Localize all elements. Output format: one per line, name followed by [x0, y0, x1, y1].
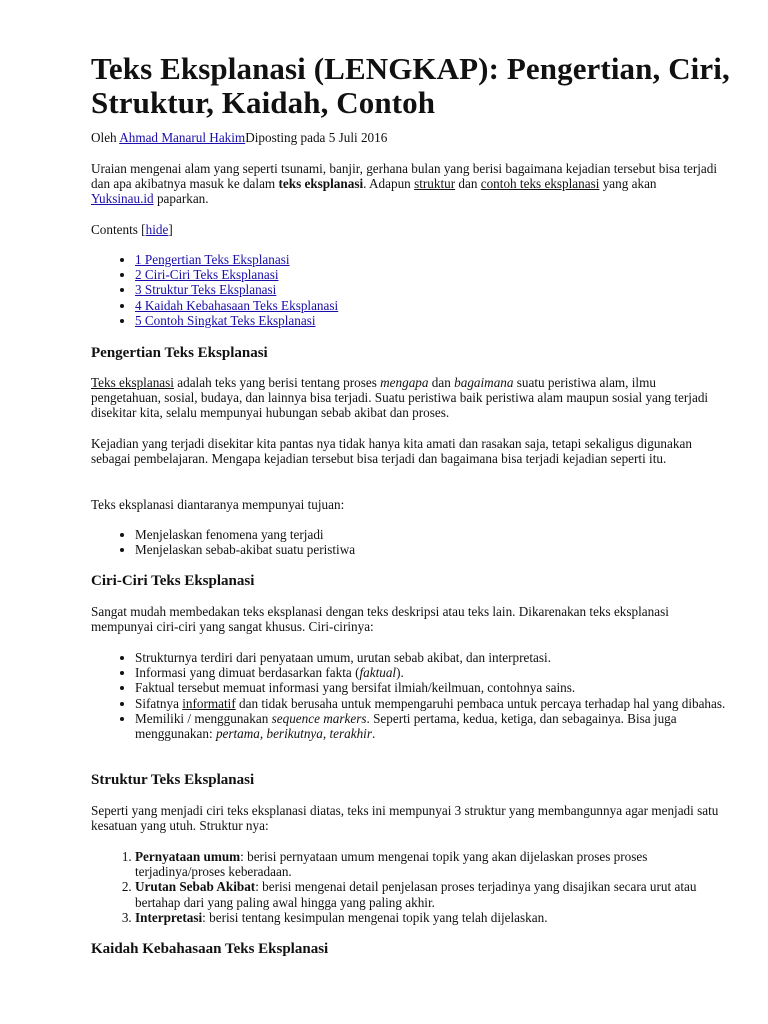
ciri-item-2 [135, 665, 735, 680]
contents-close-bracket: ] [168, 222, 173, 237]
pengertian-italic-2: bagaimana [454, 375, 514, 390]
ciri-item-1: • Strukturnya terdiri dari penyataan umum, urutan sebab akibat, dan interpretasi. [135, 650, 735, 665]
author-link[interactable]: Ahmad Manarul Hakim [119, 130, 246, 145]
title-line-1: Teks Eksplanasi (LENGKAP): Pengertian, Ciri, [91, 51, 730, 86]
toc-link-3[interactable]: 3 Struktur Teks Eksplanasi [135, 282, 277, 298]
article-title [91, 52, 731, 120]
ciri-2-text-1: Informasi yang dimuat berdasarkan fakta ( [135, 665, 360, 681]
goal-item-2: • Menjelaskan sebab-akibat suatu peristiwa [135, 542, 735, 557]
struktur-item-1-term: Pernyataan umum [135, 849, 241, 864]
pengertian-paragraph-3: Teks eksplanasi diantaranya mempunyai tujuan: [91, 497, 345, 512]
struktur-item-3-term: Interpretasi [135, 909, 203, 925]
struktur-list [91, 849, 735, 925]
ciri-item-4 [135, 696, 735, 711]
section-heading-kaidah: Kaidah Kebahasaan Teks Eksplanasi [91, 941, 329, 957]
intro-bold-term: teks eksplanasi [278, 176, 364, 192]
struktur-item-2 [135, 879, 735, 909]
posted-date: Diposting pada 5 Juli 2016 [245, 130, 388, 145]
intro-text-5: paparkan. [153, 191, 209, 207]
pengertian-paragraph-2: Kejadian yang terjadi disekitar kita pantas nya tidak hanya kita amati dan rasakan saja, tetapi sekaligus digunakan sebagai pembelajaran. Mengapa kejadian tersebut bisa terjadi dan bagaimana bisa terjadi kejadian seperti itu. [91, 436, 692, 467]
contoh-link[interactable]: contoh teks eksplanasi [480, 176, 600, 192]
struktur-item-2-desc: : berisi mengenai detail penjelasan proses terjadinya yang disajikan secara urut atau bertahap dari yang paling awal hingga yang paling akhir. [135, 879, 697, 910]
ciri-5-italic-1: sequence markers [271, 710, 367, 726]
toc-link-2[interactable]: 2 Ciri-Ciri Teks Eksplanasi [135, 267, 279, 283]
ciri-4-underline: informatif [182, 695, 236, 711]
ciri-4-text-1: Sifatnya [135, 695, 183, 711]
struktur-link[interactable]: struktur [414, 176, 456, 192]
intro-text-3: dan [455, 176, 481, 192]
ciri-5-text-3: . [371, 726, 376, 742]
toc-item [135, 313, 735, 328]
pengertian-text-2: dan [428, 375, 455, 390]
toc-item [135, 282, 735, 297]
goal-item-1: • Menjelaskan fenomena yang terjadi [135, 527, 735, 542]
contents-label [91, 222, 721, 237]
pengertian-italic-1: mengapa [380, 375, 429, 390]
struktur-item-1-desc: : berisi pernyataan umum mengenai topik yang akan dijelaskan proses proses terjadinya/proses keberadaan. [135, 849, 648, 880]
contents-text: Contents [ [91, 222, 146, 237]
intro-paragraph [91, 161, 721, 207]
struktur-item-3-desc: : berisi tentang kesimpulan mengenai topik yang telah dijelaskan. [202, 909, 548, 925]
title-line-2: Struktur, Kaidah, Contoh [91, 85, 436, 120]
ciri-paragraph: Sangat mudah membedakan teks eksplanasi dengan teks deskripsi atau teks lain. Dikarenakan teks eksplanasi mempunyai ciri-ciri yang sangat khusus. Ciri-cirinya: [91, 604, 669, 635]
struktur-paragraph: Seperti yang menjadi ciri teks eksplanasi diatas, teks ini mempunyai 3 struktur yang membangunnya agar menjadi satu kesatuan yang utuh. Struktur nya: [91, 803, 719, 834]
toc-link-5[interactable]: 5 Contoh Singkat Teks Eksplanasi [135, 312, 316, 328]
section-heading-struktur: Struktur Teks Eksplanasi [91, 772, 255, 788]
pengertian-term: Teks eksplanasi [91, 375, 174, 390]
ciri-list [91, 650, 735, 741]
intro-text-4: yang akan [599, 176, 657, 192]
ciri-5-italic-2: pertama, berikutnya, terakhir [215, 726, 372, 742]
section-heading-ciri: Ciri-Ciri Teks Eksplanasi [91, 573, 255, 589]
ciri-item-5 [135, 711, 735, 741]
ciri-5-text-1: Memiliki / menggunakan [135, 710, 272, 726]
struktur-item-2-term: Urutan Sebab Akibat [135, 879, 256, 895]
table-of-contents [91, 252, 735, 328]
ciri-4-text-2: dan tidak berusaha untuk mempengaruhi pembaca untuk percaya terhadap hal yang dibahas. [235, 695, 726, 711]
contents-hide-link[interactable]: hide [145, 222, 169, 237]
struktur-item-3 [135, 910, 735, 925]
pengertian-text-1: adalah teks yang berisi tentang proses [173, 375, 381, 390]
byline-prefix: Oleh [91, 130, 120, 145]
toc-link-4[interactable]: 4 Kaidah Kebahasaan Teks Eksplanasi [135, 297, 339, 313]
yuksinau-link[interactable]: Yuksinau.id [91, 191, 154, 207]
toc-item [135, 298, 735, 313]
toc-link-1[interactable]: 1 Pengertian Teks Eksplanasi [135, 252, 290, 267]
struktur-item-1 [135, 849, 735, 879]
section-heading-pengertian: Pengertian Teks Eksplanasi [91, 345, 268, 361]
ciri-2-text-2: ). [396, 665, 404, 681]
intro-text-1: Uraian mengenai alam yang seperti tsunami, banjir, gerhana bulan yang berisi bagaimana kejadian tersebut bisa terjadi dan apa akibatnya masuk ke dalam [91, 161, 718, 192]
pengertian-paragraph-1 [91, 375, 721, 421]
byline [91, 130, 721, 145]
ciri-2-italic: faktual [359, 665, 397, 681]
goals-list [91, 527, 735, 557]
toc-item [135, 252, 735, 267]
ciri-item-3: • Faktual tersebut memuat informasi yang bersifat ilmiah/keilmuan, contohnya sains. [135, 680, 735, 695]
pengertian-text-3: suatu peristiwa alam, ilmu pengetahuan, sosial, budaya, dan lainnya bisa terjadi. Suatu peristiwa baik peristiwa alam maupun sosial yang terjadi disekitar kita, selalu mempunyai hubungan sebab akibat dan proses. [91, 375, 709, 421]
ciri-5-text-2: . Seperti pertama, kedua, ketiga, dan sebagainya. Bisa juga menggunakan: [135, 710, 677, 742]
toc-item [135, 267, 735, 282]
intro-text-2: . Adapun [363, 176, 415, 192]
